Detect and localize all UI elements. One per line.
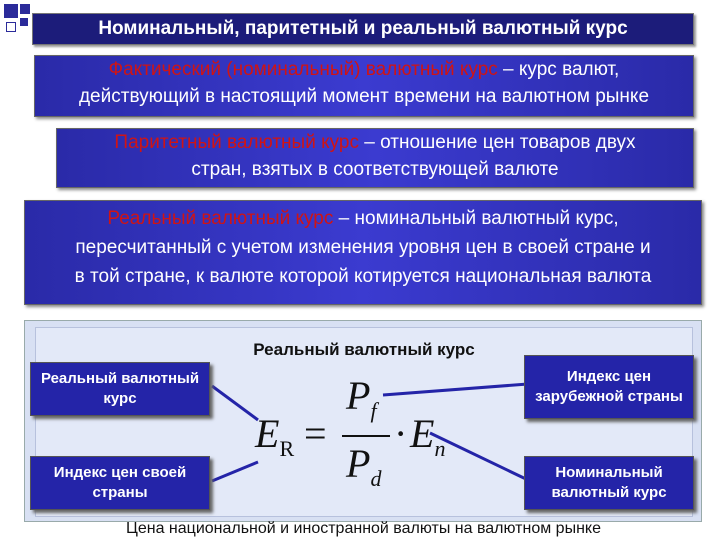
definition-text: – номинальный валютный курс, <box>333 208 619 229</box>
definition-text: действующий в настоящий момент времени на валютном рынке <box>78 86 650 107</box>
box-label: Номинальный валютный курс <box>551 464 667 501</box>
formula-equals: = <box>304 411 327 456</box>
definition-term: Фактический (номинальный) валютный курс <box>108 59 498 80</box>
definition-text: в той стране, к валюте которой котируется национальная валюта <box>74 266 652 287</box>
definition-text: стран, взятых в соответствующей валюте <box>191 159 559 180</box>
box-label: Индекс цен зарубежной страны <box>535 368 683 405</box>
formula-dot: · <box>394 411 408 456</box>
box-nominal-rate <box>524 456 694 510</box>
box-foreign-price-index <box>524 355 694 419</box>
formula-panel-title: Реальный валютный курс <box>253 340 475 359</box>
box-label: Индекс цен своей страны <box>53 464 187 501</box>
formula-rhs: $E_n$ <box>410 411 446 461</box>
box-label: Реальный валютный курс <box>40 370 200 407</box>
formula-lhs: $E_R$ <box>255 411 295 461</box>
definition-text: – отношение цен товаров двух <box>358 132 636 153</box>
formula-denominator: $P_d$ <box>346 441 382 491</box>
connector-line <box>383 384 528 395</box>
box-real-rate <box>30 362 210 416</box>
box-domestic-price-index <box>30 456 210 510</box>
slide-title: Номинальный, паритетный и реальный валютный курс <box>98 18 628 39</box>
footer-caption: Цена национальной и иностранной валюты на валютном рынке <box>126 520 601 537</box>
connector-line <box>212 386 258 420</box>
definition-text: пересчитанный с учетом изменения уровня цен в своей стране и <box>75 237 651 258</box>
definition-term: Реальный валютный курс <box>107 208 334 229</box>
definition-term: Паритетный валютный курс <box>114 132 359 153</box>
definition-text: – курс валют, <box>497 59 620 80</box>
formula-numerator: $P_f$ <box>346 373 377 423</box>
connector-line <box>212 462 258 481</box>
